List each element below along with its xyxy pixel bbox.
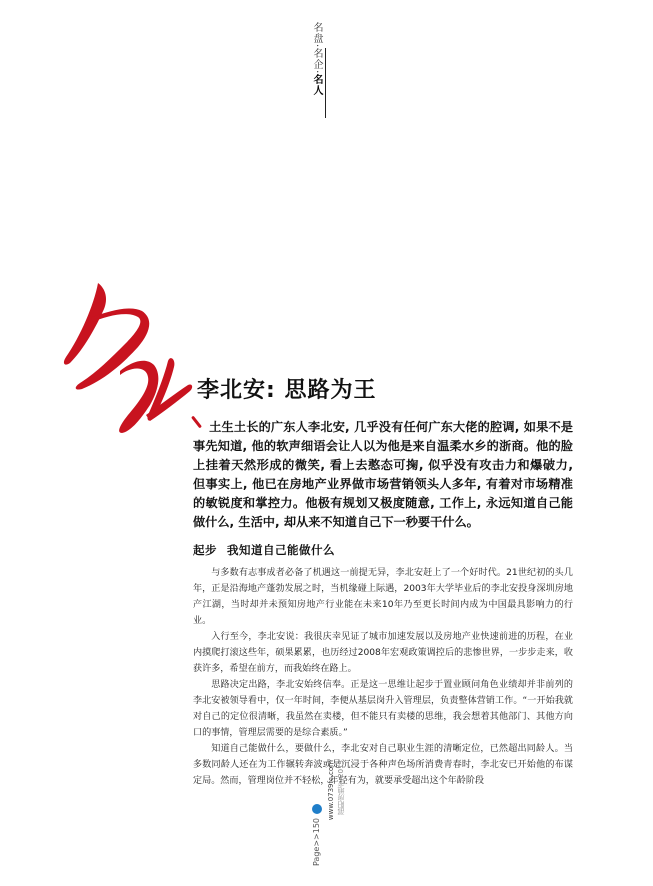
column-tag-label: 名盘·名企·	[311, 22, 322, 75]
page-footer	[309, 760, 349, 880]
body-paragraph: 入行至今，李北安说：我很庆幸见证了城市加速发展以及房地产业快速前进的历程，在业内摸爬打滚这些年，硕果累累，也历经过2008年宏观政策调控后的悲惨世界，一步步走来，收获许多，希望在前方，而我始终在路上。	[193, 632, 573, 674]
dropcap-stroke-icon	[193, 419, 209, 431]
body-paragraph: 与多数有志事成者必备了机遇这一前提无异，李北安赶上了一个好时代。21世纪初的头几年，正是沿海地产蓬勃发展之时，当机缘碰上际遇，2003年大学毕业后的李北安投身深圳房地产江湖，当时却并未预知房地产行业能在未来10年乃至更长时间内成为中国最具影响力的行业。	[193, 568, 573, 626]
page-title: 李北安: 思路为王	[197, 378, 377, 403]
lead-paragraph	[193, 418, 573, 532]
article-body	[193, 565, 573, 789]
page-marker-icon	[312, 804, 322, 814]
footer-url: www.0739fc.com	[327, 760, 335, 821]
column-tag-rule	[325, 48, 326, 118]
section-heading	[193, 542, 345, 558]
section-label: 起步	[193, 543, 217, 557]
calligraphy-mark	[50, 265, 200, 455]
column-tag	[309, 10, 325, 118]
column-tag-highlight: 名人	[311, 74, 322, 97]
page-number: Page>>150	[312, 818, 321, 867]
lead-text: 土生土长的广东人李北安, 几乎没有任何广东大佬的腔调, 如果不是事先知道, 他的软声细语会让人以为他是来自温柔水乡的浙商。他的脸上挂着天然形成的微笑, 看上去憨态可掬, 似乎没有攻击力和爆破力, 但事实上, 他已在房地产业界做市场营销领头人多年, 有着对市场精准的敏锐度和掌控力。他极有规划又极度随意, 工作上, 永远知道自己能做什么, 生活中, 却从来不知道自己下一秒要干什么。	[193, 420, 573, 529]
section-heading-text: 我知道自己能做什么	[227, 543, 335, 557]
body-paragraph: 思路决定出路，李北安始终信奉。正是这一思维让起步于置业顾问角色业绩却并非前列的李北安被领导看中，仅一年时间，李便从基层岗升入管理层，负责整体营销工作。“一开始我就对自己的定位很清晰，我虽然在卖楼，但不能只有卖楼的思维，我会想着其他部门、其他方向口的事情，管理层需要的是综合素质。”	[193, 680, 573, 738]
footer-publication: 邵阳房地产 2013	[337, 760, 345, 816]
body-paragraph: 知道自己能做什么，要做什么，李北安对自己职业生涯的清晰定位，已然超出同龄人。当多数同龄人还在为工作辗转奔波或是沉浸于各种声色场所消费青春时，李北安已开始他的布谋定局。然而，管理岗位并不轻松，年轻有为，就要承受超出这个年龄阶段	[193, 744, 573, 786]
